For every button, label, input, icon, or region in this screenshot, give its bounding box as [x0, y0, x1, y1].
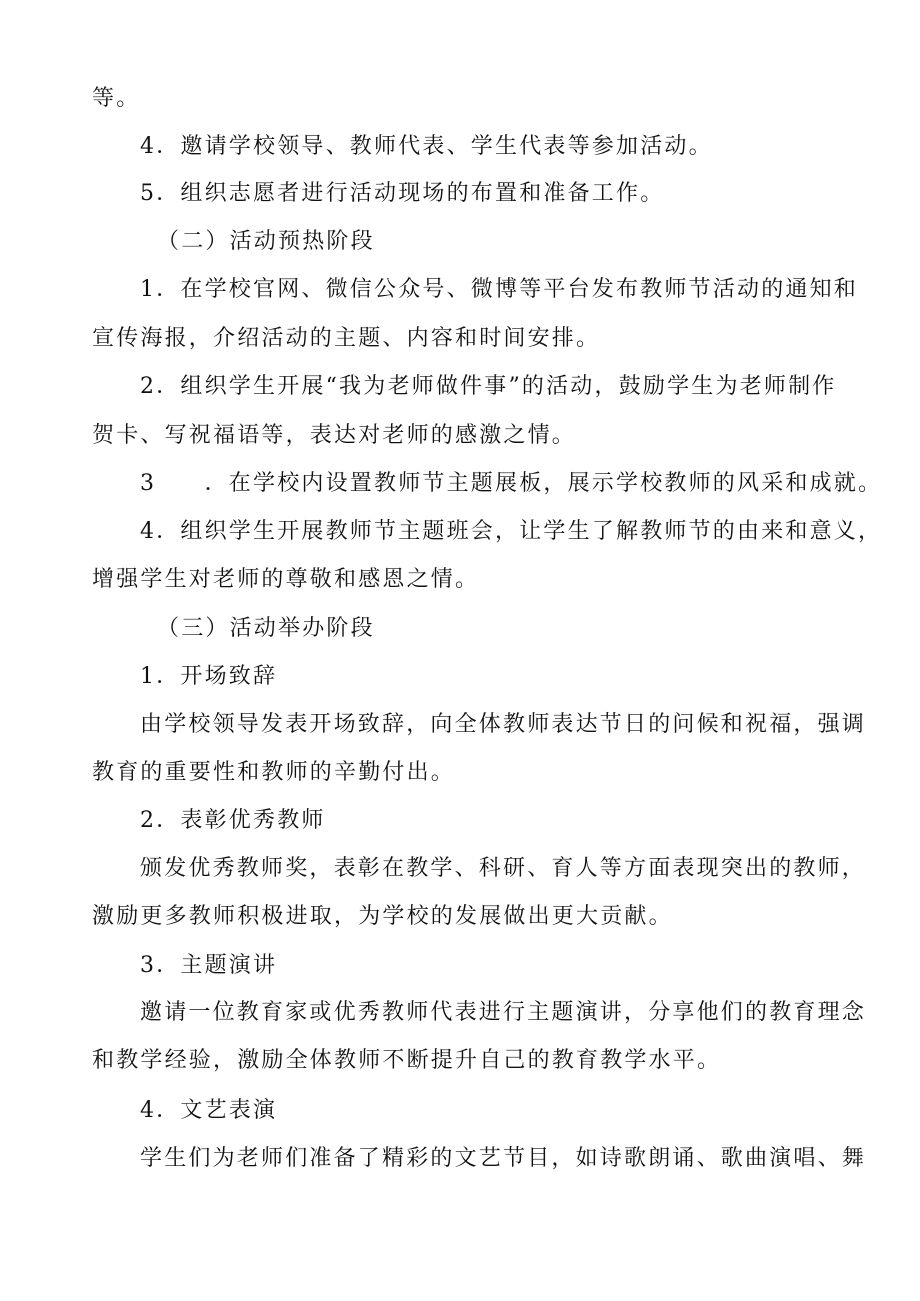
section-heading: （二）活动预热阶段: [157, 229, 375, 254]
list-item: 3 ．在学校内设置教师节主题展板，展示学校教师的风采和成就。: [140, 471, 883, 496]
paragraph-line: 邀请一位教育家或优秀教师代表进行主题演讲，分享他们的教育理念: [140, 1000, 867, 1025]
list-item: 2．组织学生开展“我为老师做件事”的活动，鼓励学生为老师制作: [140, 374, 837, 399]
subheading: 1．开场致辞: [140, 664, 278, 689]
text-line: 贺卡、写祝福语等，表达对老师的感激之情。: [92, 423, 577, 448]
paragraph-line: 由学校领导发表开场致辞，向全体教师表达节日的问候和祝福，强调: [140, 712, 867, 737]
paragraph-line: 学生们为老师们准备了精彩的文艺节目，如诗歌朗诵、歌曲演唱、舞: [140, 1146, 867, 1171]
text-line: 宣传海报，介绍活动的主题、内容和时间安排。: [92, 326, 601, 351]
list-item: 4．邀请学校领导、教师代表、学生代表等参加活动。: [140, 134, 713, 159]
text-line: 教育的重要性和教师的辛勤付出。: [92, 760, 456, 785]
subheading: 4．文艺表演: [140, 1098, 278, 1123]
subheading: 2．表彰优秀教师: [140, 808, 326, 833]
text-line: 等。: [92, 86, 141, 111]
text-line: 增强学生对老师的尊敬和感恩之情。: [92, 567, 480, 592]
list-item: 1．在学校官网、微信公众号、微博等平台发布教师节活动的通知和: [140, 277, 858, 302]
text-line: 激励更多教师积极进取，为学校的发展做出更大贡献。: [92, 904, 673, 929]
text-line: 和教学经验，激励全体教师不断提升自己的教育教学水平。: [92, 1048, 722, 1073]
list-item: 4．组织学生开展教师节主题班会，让学生了解教师节的由来和意义，: [140, 519, 883, 544]
section-heading: （三）活动举办阶段: [157, 616, 375, 641]
list-item: 5．组织志愿者进行活动现场的布置和准备工作。: [140, 181, 665, 206]
subheading: 3．主题演讲: [140, 953, 278, 978]
paragraph-line: 颁发优秀教师奖，表彰在教学、科研、育人等方面表现突出的教师，: [140, 856, 867, 881]
